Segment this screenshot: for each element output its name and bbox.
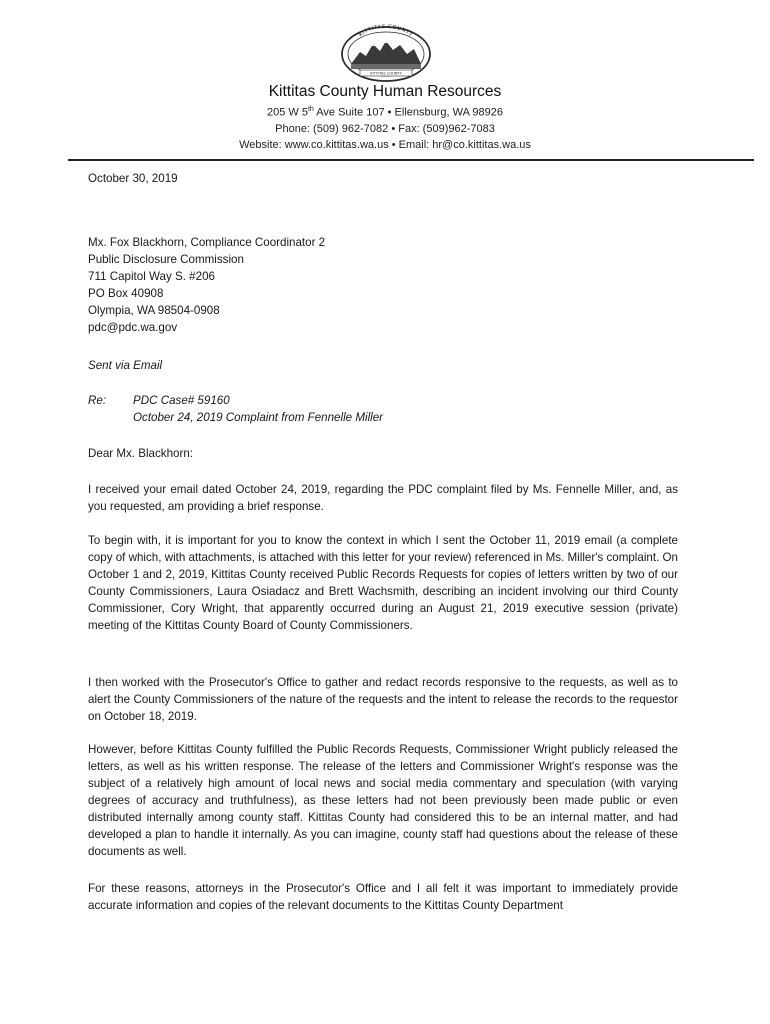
seal-banner-text: KITTITAS COUNTY [370,71,402,76]
street-address: 205 W 5th Ave Suite 107 • Ellensburg, WA 98926 [267,106,503,119]
sent-via-note: Sent via Email [88,359,163,372]
body-paragraph-5: For these reasons, attorneys in the Prosecutor's Office and I all felt it was important to immediately provide accurate information and copies of the relevant documents to the Kittitas County Department [88,882,678,912]
body-paragraph-4: However, before Kittitas County fulfilled the Public Records Requests, Commissioner Wright publicly released the letters, as well as his written response. The release of the letters and Commissioner Wright's response was the subject of a relatively high amount of local news and social media commentary and speculation (with varying degrees of accuracy and truthfulness), as these letters had not been previously been made public or even distributed internally among county staff. Kittitas County had considered this to be an internal matter, and had developed a plan to handle it internally. As you can imagine, county staff had questions about the release of these documents as well. [88,743,678,858]
phone-fax-line: Phone: (509) 962-7082 • Fax: (509)962-7083 [275,122,495,135]
website-email-line: Website: www.co.kittitas.wa.us • Email: hr@co.kittitas.wa.us [239,138,531,151]
recipient-city: Olympia, WA 98504-0908 [88,304,220,317]
recipient-email: pdc@pdc.wa.gov [88,321,178,334]
body-paragraph-3: I then worked with the Prosecutor's Office to gather and redact records responsive to the requests, as well as to alert the County Commissioners of the nature of the requests and the intent to release the records to the requestor on October 18, 2019. [88,676,678,723]
subject-case-number: PDC Case# 59160 [133,394,230,407]
recipient-po-box: PO Box 40908 [88,287,164,300]
letter-date: October 30, 2019 [88,172,178,185]
salutation: Dear Mx. Blackhorn: [88,447,194,460]
seal-arc-text: KITTITAS COUNTY [358,23,414,39]
subject-label: Re: [88,394,107,407]
letterhead [0,82,770,153]
letterhead-divider [68,159,754,161]
body-paragraph-1: I received your email dated October 24, 2019, regarding the PDC complaint filed by Ms. Fennelle Miller, and, as you requested, am providing a brief response. [88,483,678,513]
subject-complaint: October 24, 2019 Complaint from Fennelle Miller [133,411,384,424]
body-paragraph-2: To begin with, it is important for you to know the context in which I sent the October 11, 2019 email (a complete copy of which, with attachments, is attached with this letter for your review) referenced in Ms. Miller's complaint. On October 1 and 2, 2019, Kittitas County received Public Records Requests for copies of letters written by two of our County Commissioners, Laura Osiadacz and Brett Wachsmith, describing an incident involving our third County Commissioner, Cory Wright, that apparently occurred during an August 21, 2019 executive session (private) meeting of the Kittitas County Board of County Commissioners. [88,534,678,632]
recipient-organization: Public Disclosure Commission [88,253,244,266]
recipient-street: 711 Capitol Way S. #206 [88,270,215,283]
county-seal-logo [338,20,434,82]
organization-name: Kittitas County Human Resources [268,83,502,100]
recipient-name: Mx. Fox Blackhorn, Compliance Coordinator 2 [88,236,326,249]
recipient-address-block [88,234,678,336]
